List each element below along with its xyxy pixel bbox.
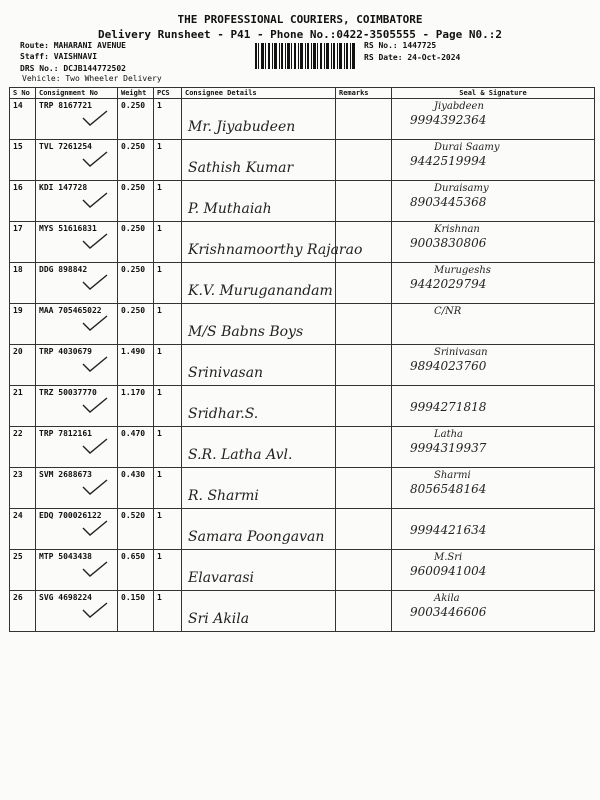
cell-consignment-no: [36, 591, 118, 632]
consignee-handwriting: P. Muthaiah: [188, 201, 272, 217]
cell-pcs: 1: [154, 181, 182, 222]
cell-consignee: [182, 509, 336, 550]
rs-number: RS No.: 1447725: [364, 41, 437, 50]
consignee-handwriting: Samara Poongavan: [188, 529, 325, 545]
cell-remarks: [336, 345, 392, 386]
consignment-no: MYS 51616831: [39, 224, 97, 233]
consignee-handwriting: K.V. Muruganandam: [188, 283, 333, 299]
cell-sno: 17: [10, 222, 36, 263]
header-weight: Weight: [118, 88, 154, 99]
cell-pcs: 1: [154, 386, 182, 427]
cell-weight: 0.250: [118, 222, 154, 263]
cell-remarks: [336, 263, 392, 304]
cell-consignment-no: [36, 386, 118, 427]
check-mark-icon: [81, 191, 109, 209]
cell-remarks: [336, 99, 392, 140]
cell-remarks: [336, 591, 392, 632]
cell-pcs: 1: [154, 99, 182, 140]
cell-weight: 0.470: [118, 427, 154, 468]
cell-pcs: 1: [154, 427, 182, 468]
cell-weight: 0.250: [118, 140, 154, 181]
table-row: [10, 550, 595, 591]
header-remarks: Remarks: [336, 88, 392, 99]
table-row: [10, 99, 595, 140]
signature-phone: 9894023760: [410, 359, 487, 373]
cell-weight: 1.490: [118, 345, 154, 386]
vehicle-label: Vehicle: Two Wheeler Delivery: [22, 74, 162, 83]
cell-weight: 0.250: [118, 99, 154, 140]
consignment-no: DDG 898842: [39, 265, 88, 274]
consignment-no: KDI 147728: [39, 183, 88, 192]
cell-signature: [392, 427, 595, 468]
runsheet-table: [9, 87, 595, 632]
cell-sno: 20: [10, 345, 36, 386]
cell-consignee: [182, 345, 336, 386]
cell-sno: 18: [10, 263, 36, 304]
cell-sno: 14: [10, 99, 36, 140]
signature-name: Jiyabdeen: [434, 101, 484, 112]
cell-consignee: [182, 304, 336, 345]
consignment-no: SVG 4698224: [39, 593, 92, 602]
cell-pcs: 1: [154, 591, 182, 632]
check-mark-icon: [81, 601, 109, 619]
cell-consignee: [182, 468, 336, 509]
cell-signature: [392, 263, 595, 304]
table-row: [10, 427, 595, 468]
signature-phone: 9003830806: [410, 236, 487, 250]
consignment-no: TRP 7812161: [39, 429, 92, 438]
check-mark-icon: [81, 314, 109, 332]
table-row: [10, 591, 595, 632]
cell-remarks: [336, 140, 392, 181]
consignee-handwriting: M/S Babns Boys: [188, 324, 304, 340]
check-mark-icon: [81, 355, 109, 373]
cell-pcs: 1: [154, 304, 182, 345]
cell-remarks: [336, 509, 392, 550]
table-row: [10, 468, 595, 509]
cell-consignment-no: [36, 263, 118, 304]
barcode-image: [255, 43, 355, 69]
table-row: [10, 304, 595, 345]
header-seal-signature: Seal & Signature: [392, 88, 595, 99]
signature-name: Akila: [434, 593, 460, 604]
cell-signature: [392, 345, 595, 386]
table-row: [10, 263, 595, 304]
cell-consignment-no: [36, 427, 118, 468]
check-mark-icon: [81, 109, 109, 127]
cell-weight: 0.430: [118, 468, 154, 509]
consignee-handwriting: R. Sharmi: [188, 488, 259, 504]
cell-remarks: [336, 468, 392, 509]
signature-name: Murugeshs: [434, 265, 491, 276]
cell-consignee: [182, 427, 336, 468]
cell-weight: 0.250: [118, 181, 154, 222]
cell-signature: [392, 591, 595, 632]
cell-remarks: [336, 386, 392, 427]
consignment-no: MTP 5043438: [39, 552, 92, 561]
consignee-handwriting: Sathish Kumar: [188, 160, 294, 176]
cell-signature: [392, 222, 595, 263]
cell-signature: [392, 468, 595, 509]
header-consignee-details: Consignee Details: [182, 88, 336, 99]
cell-sno: 22: [10, 427, 36, 468]
cell-pcs: 1: [154, 509, 182, 550]
cell-signature: [392, 140, 595, 181]
cell-signature: [392, 386, 595, 427]
signature-phone: 9994392364: [410, 113, 487, 127]
check-mark-icon: [81, 519, 109, 537]
cell-signature: [392, 550, 595, 591]
check-mark-icon: [81, 150, 109, 168]
staff-label: Staff: VAISHNAVI: [20, 52, 98, 61]
cell-sno: 19: [10, 304, 36, 345]
cell-signature: [392, 509, 595, 550]
cell-pcs: 1: [154, 263, 182, 304]
signature-name: Sharmi: [434, 470, 471, 481]
cell-sno: 24: [10, 509, 36, 550]
signature-name: Latha: [434, 429, 464, 440]
cell-consignee: [182, 386, 336, 427]
cell-remarks: [336, 304, 392, 345]
cell-consignment-no: [36, 140, 118, 181]
cell-remarks: [336, 550, 392, 591]
consignee-handwriting: S.R. Latha Avl.: [188, 447, 293, 463]
route-label: Route: MAHARANI AVENUE: [20, 41, 126, 50]
cell-consignment-no: [36, 99, 118, 140]
cell-consignee: [182, 550, 336, 591]
cell-consignee: [182, 591, 336, 632]
cell-sno: 23: [10, 468, 36, 509]
consignee-handwriting: Mr. Jiyabudeen: [188, 119, 296, 135]
table-row: [10, 140, 595, 181]
cell-sno: 21: [10, 386, 36, 427]
signature-phone: 9600941004: [410, 564, 487, 578]
cell-consignee: [182, 181, 336, 222]
signature-name: Duraisamy: [434, 183, 489, 194]
check-mark-icon: [81, 273, 109, 291]
cell-consignment-no: [36, 509, 118, 550]
cell-weight: 0.250: [118, 304, 154, 345]
consignee-handwriting: Sridhar.S.: [188, 406, 259, 422]
signature-phone: 8056548164: [410, 482, 487, 496]
cell-signature: [392, 181, 595, 222]
consignment-no: MAA 705465022: [39, 306, 102, 315]
table-row: [10, 345, 595, 386]
company-title: THE PROFESSIONAL COURIERS, COIMBATORE: [177, 13, 423, 26]
cell-consignee: [182, 222, 363, 263]
consignee-handwriting: Sri Akila: [188, 611, 250, 627]
cell-consignment-no: [36, 181, 118, 222]
cell-consignee: [182, 263, 336, 304]
consignee-handwriting: Srinivasan: [188, 365, 264, 381]
check-mark-icon: [81, 437, 109, 455]
consignment-no: SVM 2688673: [39, 470, 92, 479]
cell-consignee: [182, 99, 336, 140]
header-sno: S No: [10, 88, 36, 99]
table-row: [10, 386, 595, 427]
consignment-no: EDQ 700026122: [39, 511, 102, 520]
signature-name: Srinivasan: [434, 347, 488, 358]
signature-name: C/NR: [434, 306, 462, 317]
check-mark-icon: [81, 478, 109, 496]
cell-consignment-no: [36, 550, 118, 591]
cell-remarks: [336, 181, 392, 222]
check-mark-icon: [81, 396, 109, 414]
cell-consignee: [182, 140, 336, 181]
header-pcs: PCS: [154, 88, 182, 99]
signature-phone: 9994271818: [410, 400, 487, 414]
signature-phone: 9994421634: [410, 523, 487, 537]
cell-pcs: 1: [154, 345, 182, 386]
signature-name: Durai Saamy: [434, 142, 500, 153]
table-row: [10, 222, 595, 263]
signature-name: M.Sri: [434, 552, 463, 563]
cell-weight: 0.650: [118, 550, 154, 591]
cell-pcs: 1: [154, 550, 182, 591]
header-consignment-no: Consignment No: [36, 88, 118, 99]
cell-pcs: 1: [154, 468, 182, 509]
signature-phone: 9994319937: [410, 441, 487, 455]
cell-remarks: [336, 427, 392, 468]
table-header-row: [10, 88, 595, 99]
cell-sno: 25: [10, 550, 36, 591]
signature-phone: 9003446606: [410, 605, 487, 619]
check-mark-icon: [81, 232, 109, 250]
runsheet-subtitle: Delivery Runsheet - P41 - Phone No.:0422-3505555 - Page N0.:2: [98, 28, 502, 41]
signature-name: Krishnan: [434, 224, 480, 235]
table-row: [10, 181, 595, 222]
cell-signature: [392, 304, 595, 345]
signature-phone: 8903445368: [410, 195, 487, 209]
cell-consignment-no: [36, 345, 118, 386]
consignment-no: TRP 8167721: [39, 101, 92, 110]
check-mark-icon: [81, 560, 109, 578]
cell-consignment-no: [36, 468, 118, 509]
consignment-no: TRP 4030679: [39, 347, 92, 356]
rs-date: RS Date: 24-Oct-2024: [364, 53, 461, 62]
cell-sno: 16: [10, 181, 36, 222]
consignee-handwriting: Krishnamoorthy Rajarao: [188, 242, 363, 258]
consignee-handwriting: Elavarasi: [188, 570, 255, 586]
consignment-no: TVL 7261254: [39, 142, 92, 151]
cell-sno: 26: [10, 591, 36, 632]
cell-remarks: [336, 222, 392, 263]
signature-phone: 9442519994: [410, 154, 487, 168]
cell-weight: 0.520: [118, 509, 154, 550]
cell-pcs: 1: [154, 140, 182, 181]
cell-weight: 0.150: [118, 591, 154, 632]
signature-phone: 9442029794: [410, 277, 487, 291]
cell-weight: 0.250: [118, 263, 154, 304]
cell-signature: [392, 99, 595, 140]
table-row: [10, 509, 595, 550]
cell-consignment-no: [36, 304, 118, 345]
consignment-no: TRZ 50037770: [39, 388, 97, 397]
cell-weight: 1.170: [118, 386, 154, 427]
cell-sno: 15: [10, 140, 36, 181]
cell-pcs: 1: [154, 222, 182, 263]
drs-number: DRS No.: DCJB144772502: [20, 64, 126, 73]
cell-consignment-no: [36, 222, 118, 263]
